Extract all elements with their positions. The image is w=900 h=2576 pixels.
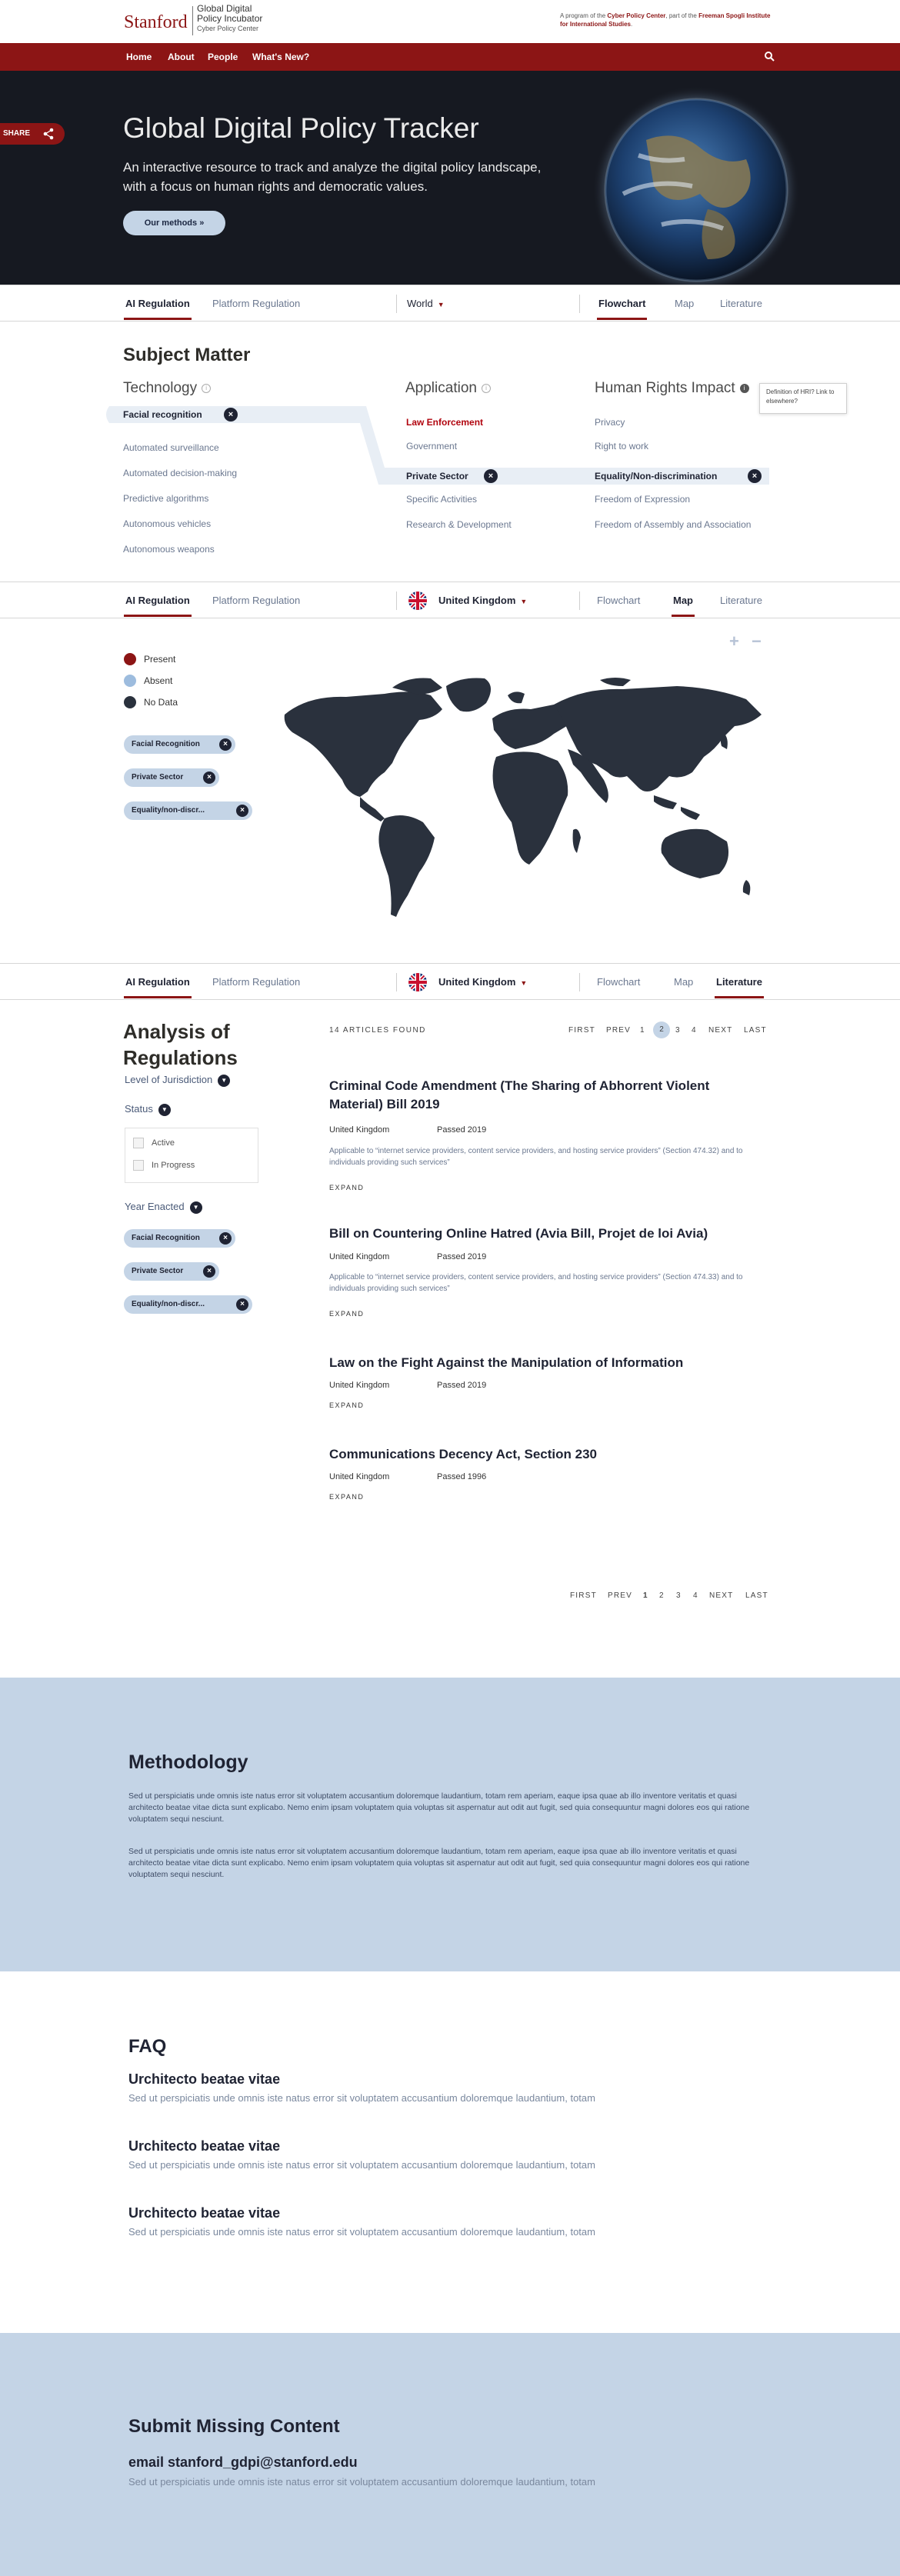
chevron-down-icon: ▼ xyxy=(520,598,528,605)
tab-literature[interactable]: Literature xyxy=(720,298,762,309)
hri-option[interactable]: Right to work xyxy=(595,441,649,452)
article-passed: Passed 2019 xyxy=(437,1252,487,1261)
article-title[interactable]: Criminal Code Amendment (The Sharing of Abhorrent Violent Material) Bill 2019 xyxy=(329,1078,710,1111)
faq-question[interactable]: Urchitecto beatae vitae xyxy=(128,2205,281,2221)
remove-hri-button[interactable]: × xyxy=(748,469,762,483)
uk-flag-icon xyxy=(408,592,427,610)
share-button[interactable] xyxy=(0,123,65,145)
status-label: Status xyxy=(125,1103,153,1115)
tabbar-literature xyxy=(0,963,900,1000)
jurisdiction-filter[interactable] xyxy=(125,1074,230,1087)
faq-answer: Sed ut perspiciatis unde omnis iste natus error sit voluptatem accusantium doloremque laudantium, totam xyxy=(128,2226,595,2238)
tab-flowchart[interactable]: Flowchart xyxy=(598,298,646,309)
hero xyxy=(0,71,900,285)
human-rights-heading-text: Human Rights Impact xyxy=(595,380,735,396)
hero-subtitle: An interactive resource to track and analyze the digital policy landscape, with a focus on human rights and democratic values. xyxy=(123,160,542,194)
faq-question[interactable]: Urchitecto beatae vitae xyxy=(128,2138,281,2154)
expand-button[interactable]: EXPAND xyxy=(329,1184,365,1191)
active-label: Active xyxy=(152,1138,175,1148)
technology-option[interactable]: Autonomous weapons xyxy=(123,544,215,555)
zoom-in-button[interactable]: + xyxy=(729,632,739,651)
region-value: World xyxy=(407,298,433,309)
chip-label: Private Sector xyxy=(132,1267,184,1275)
tab-divider xyxy=(396,592,397,610)
tab-ai-regulation[interactable]: AI Regulation xyxy=(125,298,190,309)
tab-flowchart[interactable]: Flowchart xyxy=(597,976,641,988)
legend-nodata: No Data xyxy=(144,697,178,708)
tab-ai-regulation[interactable]: AI Regulation xyxy=(125,595,190,606)
article-title[interactable]: Communications Decency Act, Section 230 xyxy=(329,1447,597,1461)
remove-application-button[interactable]: × xyxy=(484,469,498,483)
info-icon[interactable]: i xyxy=(740,384,749,393)
hri-tooltip: Definition of HRI? Link to elsewhere? xyxy=(759,383,847,414)
legend-absent: Absent xyxy=(144,675,173,686)
technology-option[interactable]: Predictive algorithms xyxy=(123,493,209,504)
article-title[interactable]: Bill on Countering Online Hatred (Avia Bill, Projet de loi Avia) xyxy=(329,1226,708,1241)
map-view xyxy=(0,618,900,963)
share-icon xyxy=(42,128,55,140)
faq-question[interactable]: Urchitecto beatae vitae xyxy=(128,2071,281,2087)
technology-heading xyxy=(123,380,211,397)
year-filter[interactable] xyxy=(125,1201,202,1214)
tab-divider xyxy=(396,295,397,313)
page-prev[interactable]: PREV xyxy=(606,1026,632,1035)
program-note xyxy=(560,12,775,28)
page-last[interactable]: LAST xyxy=(745,1591,768,1600)
info-icon[interactable]: i xyxy=(202,384,211,393)
subject-matter-title: Subject Matter xyxy=(123,345,251,365)
chevron-down-icon: ▼ xyxy=(158,1104,171,1116)
faq-answer: Sed ut perspiciatis unde omnis iste natus error sit voluptatem accusantium doloremque laudantium, totam xyxy=(128,2159,595,2171)
page-number[interactable]: 2 xyxy=(659,1591,665,1600)
methodology-paragraph: Sed ut perspiciatis unde omnis iste natus error sit voluptatem accusantium doloremque laudantium, totam rem aperiam, eaque ipsa quae ab illo inventore veritatis et quasi architecto beatae vitae dicta sunt explicabo. Nemo enim ipsam voluptatem quia voluptas sit aspernatur aut odit aut fugit, sed quia consequuntur magni dolores eos qui ratione voluptatem sequi nesciunt. xyxy=(128,1847,750,1879)
expand-button[interactable]: EXPAND xyxy=(329,1493,365,1501)
in-progress-checkbox[interactable] xyxy=(133,1160,144,1171)
chevron-down-icon: ▼ xyxy=(218,1075,230,1087)
program-mid: , part of the xyxy=(665,12,699,19)
faq-section xyxy=(0,1971,900,2333)
tabbar-flowchart xyxy=(0,285,900,322)
world-map[interactable] xyxy=(277,672,769,926)
logo-line-3: Cyber Policy Center xyxy=(197,25,259,32)
page-prev[interactable]: PREV xyxy=(608,1591,633,1600)
logo-divider xyxy=(192,6,193,35)
gdpi-logo-text[interactable] xyxy=(197,4,262,24)
article-title[interactable]: Law on the Fight Against the Manipulation of Information xyxy=(329,1355,684,1370)
fsi-link[interactable]: Freeman Spogli Institute for International Studies xyxy=(560,12,771,28)
hero-title: Global Digital Policy Tracker xyxy=(123,112,479,144)
legend-present: Present xyxy=(144,654,176,665)
methodology-title: Methodology xyxy=(128,1751,248,1773)
application-option[interactable]: Government xyxy=(406,441,458,452)
filter-chip[interactable] xyxy=(124,768,219,787)
close-icon[interactable]: × xyxy=(203,771,215,784)
submit-section xyxy=(0,2333,900,2576)
close-icon[interactable]: × xyxy=(236,805,248,817)
selected-technology[interactable]: Facial recognition xyxy=(123,409,202,420)
legend-nodata-swatch xyxy=(124,696,136,708)
faq-title: FAQ xyxy=(128,2036,167,2057)
article-country: United Kingdom xyxy=(329,1125,390,1135)
region-select[interactable] xyxy=(407,298,445,309)
tab-divider xyxy=(579,295,580,313)
status-filter[interactable] xyxy=(125,1103,171,1116)
search-icon[interactable] xyxy=(764,51,775,62)
page-first[interactable]: FIRST xyxy=(570,1591,597,1600)
expand-button[interactable]: EXPAND xyxy=(329,1310,365,1318)
info-icon[interactable]: i xyxy=(482,384,491,393)
tabbar-map xyxy=(0,582,900,618)
tab-divider xyxy=(396,973,397,991)
chip-label: Private Sector xyxy=(132,773,184,781)
filter-chip[interactable] xyxy=(124,1229,235,1248)
flowchart-view xyxy=(0,322,900,582)
page-next[interactable]: NEXT xyxy=(708,1026,733,1035)
application-heading xyxy=(405,380,491,397)
submit-text: Sed ut perspiciatis unde omnis iste natus error sit voluptatem accusantium doloremque laudantium, totam xyxy=(128,2476,595,2488)
program-prefix: A program of the xyxy=(560,12,608,19)
article-country: United Kingdom xyxy=(329,1472,390,1481)
tab-divider xyxy=(579,592,580,610)
page-number[interactable]: 1 xyxy=(640,1026,645,1035)
page-number[interactable]: 3 xyxy=(675,1026,681,1035)
zoom-out-button[interactable]: − xyxy=(752,632,762,651)
human-rights-heading xyxy=(595,380,749,397)
tab-ai-regulation[interactable]: AI Regulation xyxy=(125,976,190,988)
close-icon[interactable]: × xyxy=(219,1232,232,1245)
chip-label: Facial Recognition xyxy=(132,1234,200,1242)
chip-label: Facial Recognition xyxy=(132,740,200,748)
article-passed: Passed 2019 xyxy=(437,1125,487,1135)
program-suffix: . xyxy=(631,21,633,28)
page-last[interactable]: LAST xyxy=(744,1026,767,1035)
hri-option[interactable]: Freedom of Expression xyxy=(595,494,691,505)
article-country: United Kingdom xyxy=(329,1381,390,1390)
articles-count: 14 ARTICLES FOUND xyxy=(329,1026,426,1035)
hri-option[interactable]: Freedom of Assembly and Association xyxy=(595,519,752,530)
legend-present-swatch xyxy=(124,653,136,665)
article-passed: Passed 2019 xyxy=(437,1381,487,1390)
faq-answer: Sed ut perspiciatis unde omnis iste natus error sit voluptatem accusantium doloremque laudantium, totam xyxy=(128,2092,595,2104)
chip-label: Equality/non-discr... xyxy=(132,1300,205,1308)
page-number[interactable]: 1 xyxy=(643,1591,648,1600)
close-icon[interactable]: × xyxy=(203,1265,215,1278)
methodology-section xyxy=(0,1678,900,1971)
selected-hri[interactable]: Equality/Non-discrimination xyxy=(595,471,718,482)
tab-map[interactable]: Map xyxy=(673,595,693,606)
close-icon[interactable]: × xyxy=(236,1298,248,1311)
technology-option[interactable]: Automated decision-making xyxy=(123,468,238,478)
filter-chip[interactable] xyxy=(124,1262,219,1281)
page-next[interactable]: NEXT xyxy=(709,1591,734,1600)
tab-platform-regulation[interactable]: Platform Regulation xyxy=(212,298,301,309)
chevron-down-icon: ▼ xyxy=(520,979,528,987)
tab-literature[interactable]: Literature xyxy=(716,976,762,988)
nav-about[interactable]: About xyxy=(168,52,195,62)
submit-email[interactable]: email stanford_gdpi@stanford.edu xyxy=(128,2454,358,2470)
nav-people[interactable]: People xyxy=(208,52,238,62)
article-passed: Passed 1996 xyxy=(437,1472,487,1481)
page-number[interactable]: 3 xyxy=(676,1591,682,1600)
earth-globe-image xyxy=(592,86,800,285)
application-heading-text: Application xyxy=(405,380,477,396)
year-label: Year Enacted xyxy=(125,1201,185,1212)
remove-technology-button[interactable]: × xyxy=(224,408,238,422)
expand-button[interactable]: EXPAND xyxy=(329,1401,365,1409)
country-select[interactable] xyxy=(438,976,527,988)
country-select[interactable] xyxy=(438,595,527,606)
filter-chip[interactable] xyxy=(124,1295,252,1314)
technology-heading-text: Technology xyxy=(123,380,198,396)
logo-line-1: Global Digital xyxy=(197,3,252,14)
filter-chip[interactable] xyxy=(124,801,252,820)
tab-map[interactable]: Map xyxy=(674,976,694,988)
literature-view xyxy=(0,1000,900,1677)
chevron-down-icon: ▼ xyxy=(437,301,445,308)
methodology-paragraph: Sed ut perspiciatis unde omnis iste natus error sit voluptatem accusantium doloremque laudantium, totam rem aperiam, eaque ipsa quae ab illo inventore veritatis et quasi architecto beatae vitae dicta sunt explicabo. Nemo enim ipsam voluptatem quia voluptas sit aspernatur aut odit aut fugit, sed quia consequuntur magni dolores eos qui ratione voluptatem sequi nesciunt. xyxy=(128,1791,750,1824)
tab-flowchart[interactable]: Flowchart xyxy=(597,595,641,606)
country-value: United Kingdom xyxy=(438,976,516,988)
close-icon[interactable]: × xyxy=(219,738,232,751)
tab-divider xyxy=(579,973,580,991)
jurisdiction-label: Level of Jurisdiction xyxy=(125,1074,213,1085)
article-country: United Kingdom xyxy=(329,1252,390,1261)
tab-literature[interactable]: Literature xyxy=(720,595,762,606)
application-option[interactable]: Specific Activities xyxy=(406,494,478,505)
logo-line-2: Policy Incubator xyxy=(197,13,263,24)
stanford-logo[interactable]: Stanford xyxy=(124,12,188,32)
tab-platform-regulation[interactable]: Platform Regulation xyxy=(212,976,301,988)
nav-home[interactable]: Home xyxy=(126,52,152,62)
technology-option[interactable]: Automated surveillance xyxy=(123,442,219,453)
page-number[interactable]: 4 xyxy=(692,1026,697,1035)
chip-label: Equality/non-discr... xyxy=(132,806,205,815)
selected-application[interactable]: Private Sector xyxy=(406,471,468,482)
article-description: Applicable to “internet service providers, content service providers, and hosting service providers” (Section 474.33) and to individuals providing such services” xyxy=(329,1273,743,1293)
site-header xyxy=(0,0,900,43)
nav-whats-new[interactable]: What's New? xyxy=(252,52,310,62)
application-option-highlight[interactable]: Law Enforcement xyxy=(406,417,484,428)
share-label: SHARE xyxy=(3,129,31,138)
filter-chip[interactable] xyxy=(124,735,235,754)
country-value: United Kingdom xyxy=(438,595,516,606)
page-first[interactable]: FIRST xyxy=(568,1026,595,1035)
active-checkbox[interactable] xyxy=(133,1138,144,1148)
legend-absent-swatch xyxy=(124,675,136,687)
analysis-title: Analysis of Regulations xyxy=(123,1020,238,1069)
article-description: Applicable to “internet service providers, content service providers, and hosting service providers” (Section 474.32) and to individuals providing such services” xyxy=(329,1147,743,1167)
page-number-current[interactable]: 2 xyxy=(653,1021,670,1038)
tab-platform-regulation[interactable]: Platform Regulation xyxy=(212,595,301,606)
submit-title: Submit Missing Content xyxy=(128,2416,340,2437)
chevron-down-icon: ▼ xyxy=(190,1201,202,1214)
our-methods-button[interactable]: Our methods » xyxy=(123,211,225,235)
in-progress-label: In Progress xyxy=(152,1161,195,1170)
cyber-policy-link[interactable]: Cyber Policy Center xyxy=(607,12,666,19)
main-nav xyxy=(0,43,900,71)
page-number[interactable]: 4 xyxy=(693,1591,698,1600)
technology-option[interactable]: Autonomous vehicles xyxy=(123,518,212,529)
application-option[interactable]: Research & Development xyxy=(406,519,512,530)
status-options xyxy=(125,1128,258,1183)
uk-flag-icon xyxy=(408,973,427,991)
tab-map[interactable]: Map xyxy=(675,298,695,309)
hri-option[interactable]: Privacy xyxy=(595,417,625,428)
